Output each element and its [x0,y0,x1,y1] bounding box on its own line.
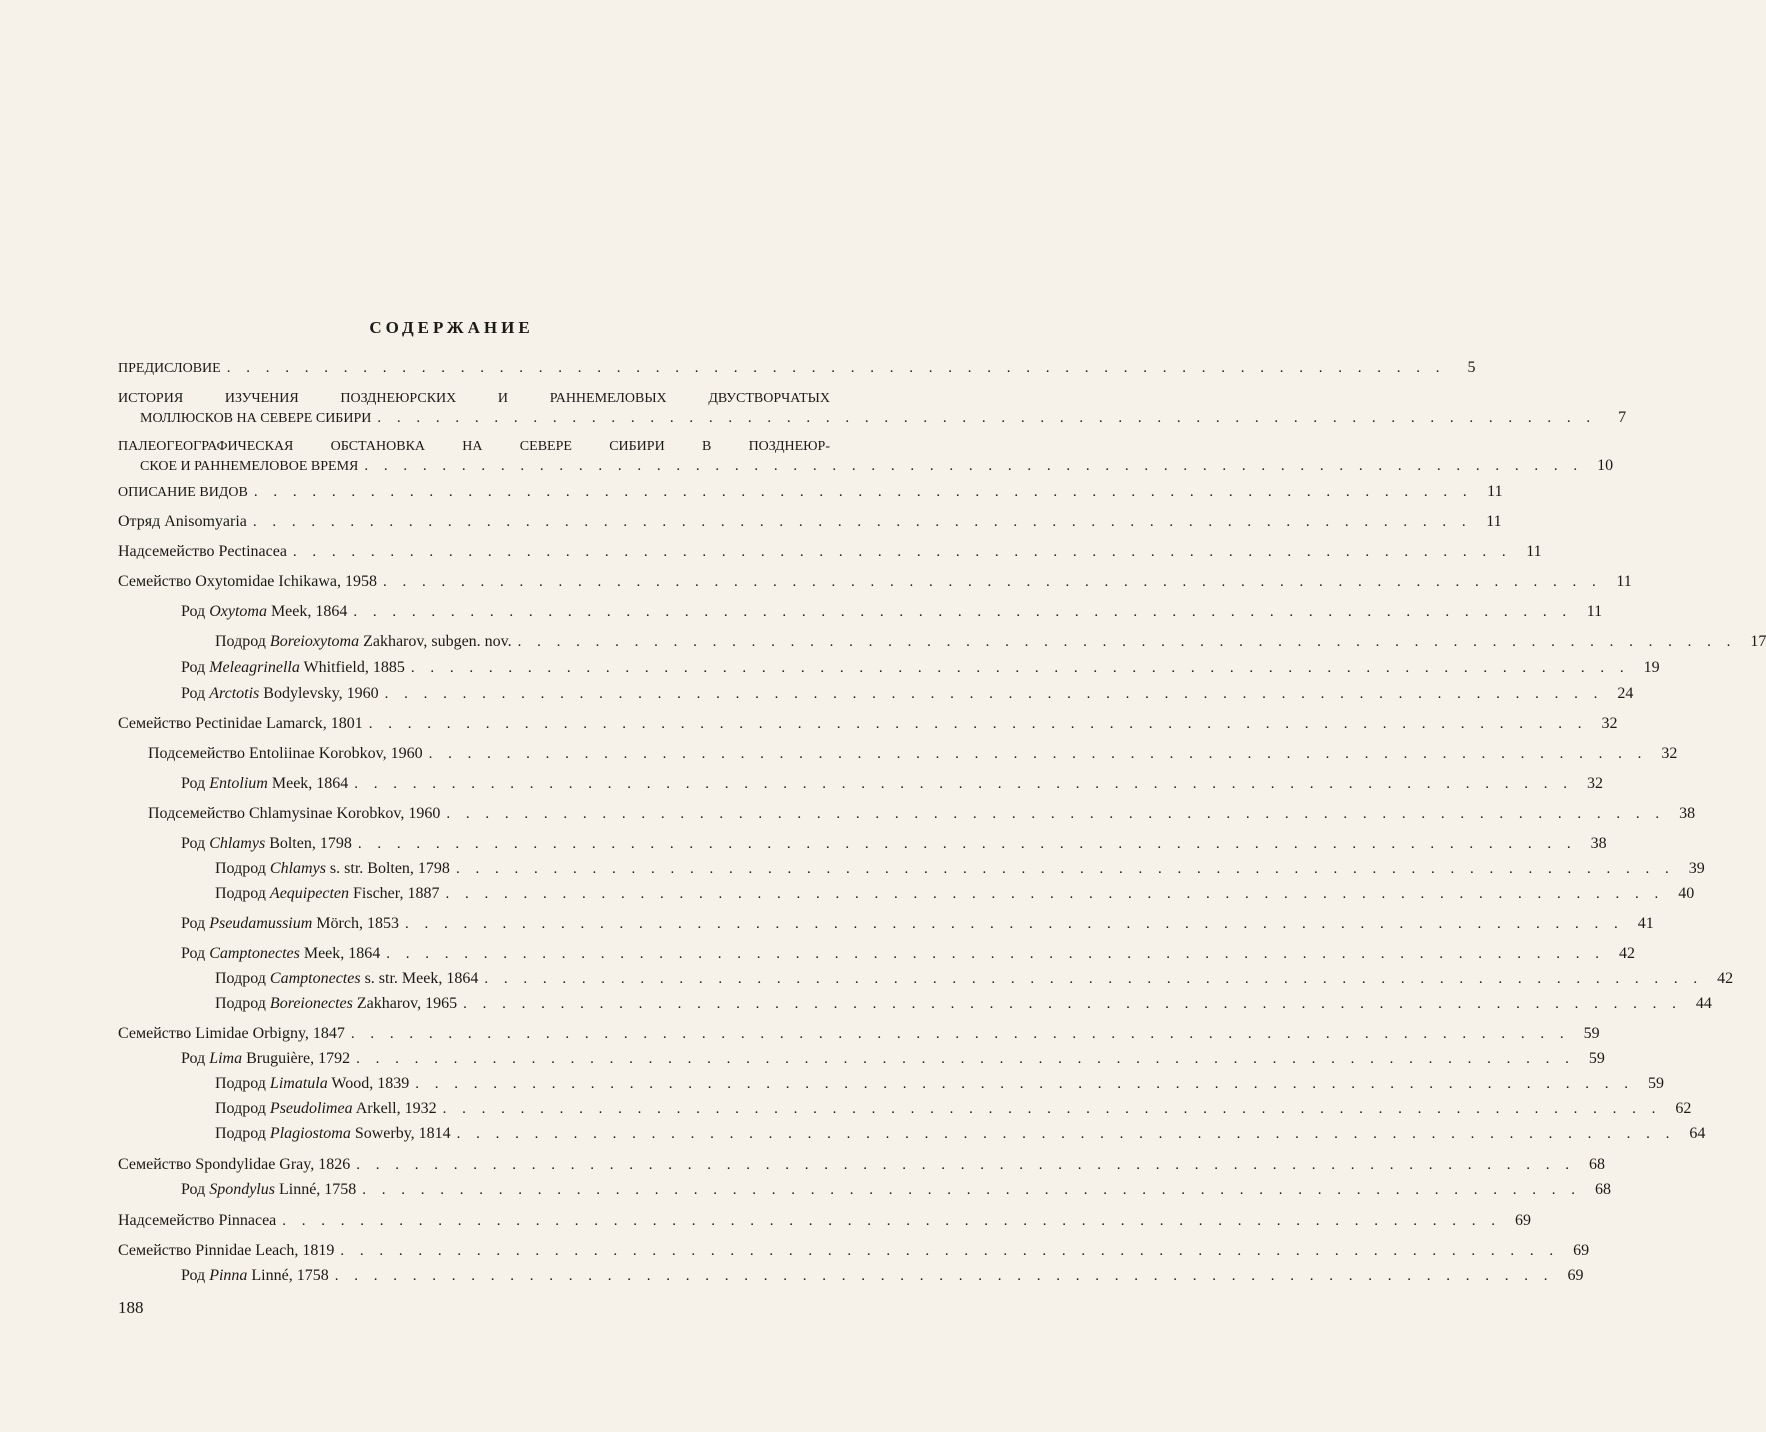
toc-entry-rank: Подрод [215,1125,270,1142]
toc-entry-rank: Подрод [215,970,270,987]
toc-entry-line [118,358,1476,378]
toc-entry-genus: Oxytoma [209,603,267,620]
toc-entry-label [215,632,512,651]
toc-entry-line [215,994,1712,1014]
dot-leader: . . . . . . . . . . . . . . . . . . . . . . . . . . . . . . . . . . . . . . . . . . . . . . . . . . . . . . . . . . . . . . . [334,1268,1554,1284]
toc-entry-page: 11 [1586,603,1603,620]
toc-entry-genus: Aequipecten [269,885,349,902]
toc-entry-genus: Spondylus [209,1181,275,1198]
dot-leader: . . . . . . . . . . . . . . . . . . . . . . . . . . . . . . . . . . . . . . . . . . . . . . . . . . . . . . . . . . . . . . . [340,1243,1560,1259]
dot-leader: . . . . . . . . . . . . . . . . . . . . . . . . . . . . . . . . . . . . . . . . . . . . . . . . . . . . . . . . . . . . . . . [226,360,1446,376]
dot-leader: . . . . . . . . . . . . . . . . . . . . . . . . . . . . . . . . . . . . . . . . . . . . . . . . . . . . . . . . . . . . . . . [383,574,1602,590]
toc-entry-label [181,1266,329,1285]
dot-leader: . . . . . . . . . . . . . . . . . . . . . . . . . . . . . . . . . . . . . . . . . . . . . . . . . . . . . . . . . . . . . . . [455,861,1675,877]
toc-entry [181,1266,1584,1286]
toc-entry-rank: Род [181,915,210,932]
toc-entry-line [181,658,1660,678]
dot-leader: . . . . . . . . . . . . . . . . . . . . . . . . . . . . . . . . . . . . . . . . . . . . . . . . . . . . . . . . . . . . . . . [445,886,1665,902]
toc-entry-line [181,684,1634,704]
dot-leader: . . . . . . . . . . . . . . . . . . . . . . . . . . . . . . . . . . . . . . . . . . . . . . . . . . . . . . . . . . . . . . . [442,1101,1662,1117]
toc-entry-rank: Род [181,1181,210,1198]
toc-entry-author: Meek, 1864 [267,775,349,792]
toc-entry [118,1024,1600,1044]
toc-entry [118,572,1632,592]
toc-entry-rank: Род [181,603,210,620]
toc-entry-line [181,1266,1584,1286]
toc-entry-page: 59 [1583,1025,1600,1042]
toc-entry-rank: Подрод [215,885,270,902]
toc-entry-page: 5 [1467,359,1476,376]
toc-entry-label [215,1099,437,1118]
toc-entry-genus: Pinna [209,1267,248,1284]
toc-entry-line [181,1180,1612,1200]
toc-entry [118,389,1627,428]
toc-entry-rank: Подрод [215,633,270,650]
toc-entry [215,1099,1692,1119]
toc-entry-label [118,512,247,531]
toc-entry-label [215,859,450,878]
toc-entry-page: 68 [1588,1156,1605,1173]
toc-entry-rank: Род [181,775,210,792]
toc-entry-rank: Надсемейство Pinnacea [118,1212,277,1229]
toc-entry-rank: Семейство Pectinidae Lamarck, 1801 [118,715,363,732]
toc-entry-first-line: ПАЛЕОГЕОГРАФИЧЕСКАЯ ОБСТАНОВКА НА СЕВЕРЕ СИБИРИ В ПОЗДНЕЮР- [118,439,830,454]
toc-entry-page: 17 [1750,633,1766,650]
toc-entry-label [181,944,380,963]
dot-leader: . . . . . . . . . . . . . . . . . . . . . . . . . . . . . . . . . . . . . . . . . . . . . . . . . . . . . . . . . . . . . . . [368,716,1588,732]
dot-leader: . . . . . . . . . . . . . . . . . . . . . . . . . . . . . . . . . . . . . . . . . . . . . . . . . . . . . . . . . . . . . . . [252,514,1472,530]
toc-entry-page: 32 [1661,745,1678,762]
toc-entry [181,1049,1605,1069]
toc-entry-genus: Boreionectes [269,995,353,1012]
toc-entry-line [215,859,1705,879]
toc-entry-genus: Chlamys [209,835,266,852]
toc-entry-page: 64 [1689,1125,1706,1142]
toc-entry-page: 62 [1675,1100,1692,1117]
toc-entry-line [118,1211,1532,1231]
dot-leader: . . . . . . . . . . . . . . . . . . . . . . . . . . . . . . . . . . . . . . . . . . . . . . . . . . . . . . . . . . . . . . . [357,836,1577,852]
toc-entry-label [215,1124,451,1143]
toc-entry-author: Fischer, 1887 [349,885,440,902]
toc-entry-line [215,1099,1692,1119]
toc-entry-author: Linné, 1758 [274,1181,357,1198]
toc-entry [215,1074,1664,1094]
toc-entry-author: Zakharov, subgen. nov. [359,633,512,650]
toc-entry-page: 32 [1601,715,1618,732]
toc-entry-genus: Pseudolimea [269,1100,353,1117]
toc-entry-author: Mörch, 1853 [312,915,399,932]
toc-entry-label: ПРЕДИСЛОВИЕ [118,361,221,376]
toc-entry-line [118,1241,1590,1261]
toc-entry-label [118,1211,276,1230]
contents-title: СОДЕРЖАНИЕ [369,318,534,337]
toc-entry-genus: Boreioxytoma [269,633,360,650]
toc-entry-page: 24 [1617,685,1634,702]
toc-entry-line [118,542,1542,562]
toc-entry [181,834,1607,854]
toc-entry-page: 59 [1648,1075,1664,1092]
toc-entry-rank: Род [181,835,210,852]
toc-entry-author: Bruguière, 1792 [242,1050,351,1067]
toc-entry-label [181,914,399,933]
toc-entry-label [181,834,352,853]
toc-entry-line [181,774,1604,794]
toc-entry-first-line: ИСТОРИЯ ИЗУЧЕНИЯ ПОЗДНЕЮРСКИХ И РАННЕМЕЛОВЫХ ДВУСТВОРЧАТЫХ [118,391,830,406]
toc-entry-line [118,408,1627,428]
dot-leader: . . . . . . . . . . . . . . . . . . . . . . . . . . . . . . . . . . . . . . . . . . . . . . . . . . . . . . . . . . . . . . . [415,1076,1634,1092]
toc-entry-line [215,1074,1664,1094]
toc-entry-label [148,744,423,763]
page-number: 188 [118,1298,144,1317]
dot-leader: . . . . . . . . . . . . . . . . . . . . . . . . . . . . . . . . . . . . . . . . . . . . . . . . . . . . . . . . . . . . . . . [517,634,1737,650]
toc-entry-page: 38 [1590,835,1607,852]
toc-entry-label [181,1049,350,1068]
toc-entry-genus: Plagiostoma [269,1125,351,1142]
toc-entry-line [118,572,1632,592]
toc-entry-author: Bolten, 1798 [265,835,352,852]
toc-entry-line [181,602,1603,622]
toc-entry-rank: Род [181,1267,210,1284]
toc-entry-author: Linné, 1758 [247,1267,329,1284]
toc-entry-rank: Подсемейство Entoliinae Korobkov, 1960 [148,745,423,762]
toc-entry-page: 19 [1643,659,1660,676]
toc-entry-label: ОПИСАНИЕ ВИДОВ [118,485,248,500]
toc-entry-line [215,632,1766,652]
toc-entry-line [181,1049,1605,1069]
toc-entry [118,1241,1590,1261]
toc-entry-label [118,1155,350,1174]
toc-entry-author: Zakharov, 1965 [352,995,458,1012]
toc-entry [181,602,1603,622]
toc-entry-rank: Род [181,659,210,676]
toc-entry-rank: Подсемейство Chlamysinae Korobkov, 1960 [148,805,441,822]
toc-entry-genus: Limatula [269,1075,328,1092]
toc-entry-page: 10 [1597,457,1614,474]
toc-entry-author: s. str. Bolten, 1798 [325,860,450,877]
toc-entry-page: 68 [1595,1181,1612,1198]
dot-leader: . . . . . . . . . . . . . . . . . . . . . . . . . . . . . . . . . . . . . . . . . . . . . . . . . . . . . . . . . . . . . . . [362,1182,1582,1198]
toc-entry-page: 11 [1487,483,1503,500]
toc-entry-author: Meek, 1864 [299,945,381,962]
toc-entry-rank: Отряд Anisomyaria [118,513,247,530]
dot-leader: . . . . . . . . . . . . . . . . . . . . . . . . . . . . . . . . . . . . . . . . . . . . . . . . . . . . . . . . . . . . . . . [463,996,1682,1012]
toc-entry-page: 44 [1695,995,1712,1012]
toc-entry-line [148,804,1696,824]
toc-entry [181,658,1660,678]
toc-entry-page: 69 [1573,1242,1590,1259]
toc-entry-page: 11 [1526,543,1542,560]
toc-entry-line [118,1155,1605,1175]
toc-entry-label [148,804,440,823]
toc-entry [118,358,1476,378]
toc-entry-page: 59 [1588,1050,1605,1067]
dot-leader: . . . . . . . . . . . . . . . . . . . . . . . . . . . . . . . . . . . . . . . . . . . . . . . . . . . . . . . . . . . . . . . [292,544,1512,560]
toc-entry-label [215,884,439,903]
toc-entry-rank: Род [181,945,210,962]
toc-entry-line [118,714,1618,734]
toc-entry-page: 11 [1616,573,1632,590]
dot-leader: . . . . . . . . . . . . . . . . . . . . . . . . . . . . . . . . . . . . . . . . . . . . . . . . . . . . . . . . . . . . . . . [410,660,1630,676]
toc-entry [118,542,1542,562]
toc-entry-genus: Meleagrinella [209,659,300,676]
toc-entry-page: 7 [1618,409,1627,426]
toc-entry-rank: Подрод [215,1100,270,1117]
dot-leader: . . . . . . . . . . . . . . . . . . . . . . . . . . . . . . . . . . . . . . . . . . . . . . . . . . . . . . . . . . . . . . . [456,1126,1676,1142]
toc-entry-line [215,969,1734,989]
toc-entry-genus: Pseudamussium [209,915,313,932]
toc-entry-rank: Семейство Oxytomidae Ichikawa, 1958 [118,573,378,590]
toc-entry-label [215,1074,409,1093]
toc-entry-label [118,1024,345,1043]
dot-leader: . . . . . . . . . . . . . . . . . . . . . . . . . . . . . . . . . . . . . . . . . . . . . . . . . . . . . . . . . . . . . . . [484,971,1704,987]
toc-entry [215,969,1734,989]
toc-entry-label: МОЛЛЮСКОВ НА СЕВЕРЕ СИБИРИ [140,411,372,426]
toc-entry-line [181,834,1607,854]
toc-entry-genus: Camptonectes [269,970,361,987]
toc-entry-line [181,914,1654,934]
toc-entry-rank: Подрод [215,860,270,877]
toc-entry-page: 40 [1678,885,1695,902]
toc-entry [118,512,1502,532]
toc-entry-label [181,602,347,621]
toc-entry [181,944,1636,964]
toc-entry-line [118,512,1502,532]
toc-entry [181,1180,1612,1200]
toc-entry-label: СКОЕ И РАННЕМЕЛОВОЕ ВРЕМЯ [140,459,359,474]
toc-entry-genus: Camptonectes [209,945,300,962]
toc-entry [118,714,1618,734]
toc-entry [215,994,1712,1014]
toc-entry-label [118,1241,334,1260]
dot-leader: . . . . . . . . . . . . . . . . . . . . . . . . . . . . . . . . . . . . . . . . . . . . . . . . . . . . . . . . . . . . . . . [253,484,1473,500]
toc-entry [215,884,1695,904]
toc-entry-page: 39 [1688,860,1705,877]
toc-entry-rank: Семейство Spondylidae Gray, 1826 [118,1156,351,1173]
dot-leader: . . . . . . . . . . . . . . . . . . . . . . . . . . . . . . . . . . . . . . . . . . . . . . . . . . . . . . . . . . . . . . . [356,1157,1575,1173]
toc-entry [148,744,1678,764]
toc-entry-author: Arkell, 1932 [352,1100,437,1117]
toc-entry [215,632,1766,652]
toc-entry [215,859,1705,879]
toc-entry-genus: Chlamys [269,860,326,877]
dot-leader: . . . . . . . . . . . . . . . . . . . . . . . . . . . . . . . . . . . . . . . . . . . . . . . . . . . . . . . . . . . . . . . [350,1026,1570,1042]
dot-leader: . . . . . . . . . . . . . . . . . . . . . . . . . . . . . . . . . . . . . . . . . . . . . . . . . . . . . . . . . . . . . . . [428,746,1648,762]
toc-entry-page: 69 [1515,1212,1532,1229]
toc-entry-rank: Подрод [215,995,270,1012]
toc-entry-line [118,456,1614,476]
toc-entry-label [181,684,379,703]
toc-entry-page: 69 [1567,1267,1584,1284]
toc-entry-author: Bodylevsky, 1960 [259,685,379,702]
toc-entry-label [118,714,363,733]
toc-entry-line [215,884,1695,904]
toc-entry-page: 32 [1587,775,1604,792]
toc-entry-line [148,744,1678,764]
toc-entry-line [181,944,1636,964]
toc-entry-page: 41 [1637,915,1654,932]
toc-entry [181,914,1654,934]
toc-entry-author: s. str. Meek, 1864 [360,970,479,987]
toc-entry [118,1155,1605,1175]
toc-entry [118,1211,1532,1231]
dot-leader: . . . . . . . . . . . . . . . . . . . . . . . . . . . . . . . . . . . . . . . . . . . . . . . . . . . . . . . . . . . . . . . [364,458,1584,474]
dot-leader: . . . . . . . . . . . . . . . . . . . . . . . . . . . . . . . . . . . . . . . . . . . . . . . . . . . . . . . . . . . . . . . [404,916,1624,932]
toc-entry-rank: Род [181,1050,210,1067]
toc-entry-genus: Entolium [209,775,268,792]
toc-entry-line [118,482,1503,502]
dot-leader: . . . . . . . . . . . . . . . . . . . . . . . . . . . . . . . . . . . . . . . . . . . . . . . . . . . . . . . . . . . . . . . [354,776,1574,792]
toc-entry-line [215,1124,1706,1144]
toc-entry-author: Sowerby, 1814 [350,1125,451,1142]
dot-leader: . . . . . . . . . . . . . . . . . . . . . . . . . . . . . . . . . . . . . . . . . . . . . . . . . . . . . . . . . . . . . . . [356,1051,1575,1067]
dot-leader: . . . . . . . . . . . . . . . . . . . . . . . . . . . . . . . . . . . . . . . . . . . . . . . . . . . . . . . . . . . . . . . [282,1213,1502,1229]
toc-entry-rank: Семейство Pinnidae Leach, 1819 [118,1242,335,1259]
toc-entry-rank: Подрод [215,1075,270,1092]
toc-entry-author: Whitfield, 1885 [299,659,405,676]
dot-leader: . . . . . . . . . . . . . . . . . . . . . . . . . . . . . . . . . . . . . . . . . . . . . . . . . . . . . . . . . . . . . . . [386,946,1606,962]
toc-entry-page: 42 [1619,945,1636,962]
toc-entry-author: Wood, 1839 [327,1075,410,1092]
toc-entry-rank: Семейство Limidae Orbigny, 1847 [118,1025,345,1042]
toc-entry-label [118,542,287,561]
toc-entry-page: 42 [1717,970,1734,987]
toc-entry-label [215,994,457,1013]
dot-leader: . . . . . . . . . . . . . . . . . . . . . . . . . . . . . . . . . . . . . . . . . . . . . . . . . . . . . . . . . . . . . . . [377,410,1597,426]
toc-entry-line [118,1024,1600,1044]
toc-entry-rank: Надсемейство Pectinacea [118,543,287,560]
toc-entry-label [181,658,405,677]
toc-entry-page: 11 [1486,513,1502,530]
toc-entry [118,482,1503,502]
toc-entry [118,437,1614,476]
toc-entry-label [181,1180,356,1199]
toc-entry-genus: Lima [209,1050,243,1067]
dot-leader: . . . . . . . . . . . . . . . . . . . . . . . . . . . . . . . . . . . . . . . . . . . . . . . . . . . . . . . . . . . . . . . [446,806,1666,822]
toc-entry-rank: Род [181,685,210,702]
toc-entry-page: 38 [1679,805,1696,822]
toc-entry-genus: Arctotis [209,685,260,702]
dot-leader: . . . . . . . . . . . . . . . . . . . . . . . . . . . . . . . . . . . . . . . . . . . . . . . . . . . . . . . . . . . . . . . [353,604,1573,620]
dot-leader: . . . . . . . . . . . . . . . . . . . . . . . . . . . . . . . . . . . . . . . . . . . . . . . . . . . . . . . . . . . . . . . [384,686,1604,702]
toc-entry-label [215,969,478,988]
toc-entry [215,1124,1706,1144]
toc-entry [148,804,1696,824]
toc-entry [181,684,1634,704]
toc-entry-label [118,572,377,591]
toc-entry-author: Meek, 1864 [266,603,348,620]
toc-entry-label [181,774,348,793]
toc-entry [181,774,1604,794]
